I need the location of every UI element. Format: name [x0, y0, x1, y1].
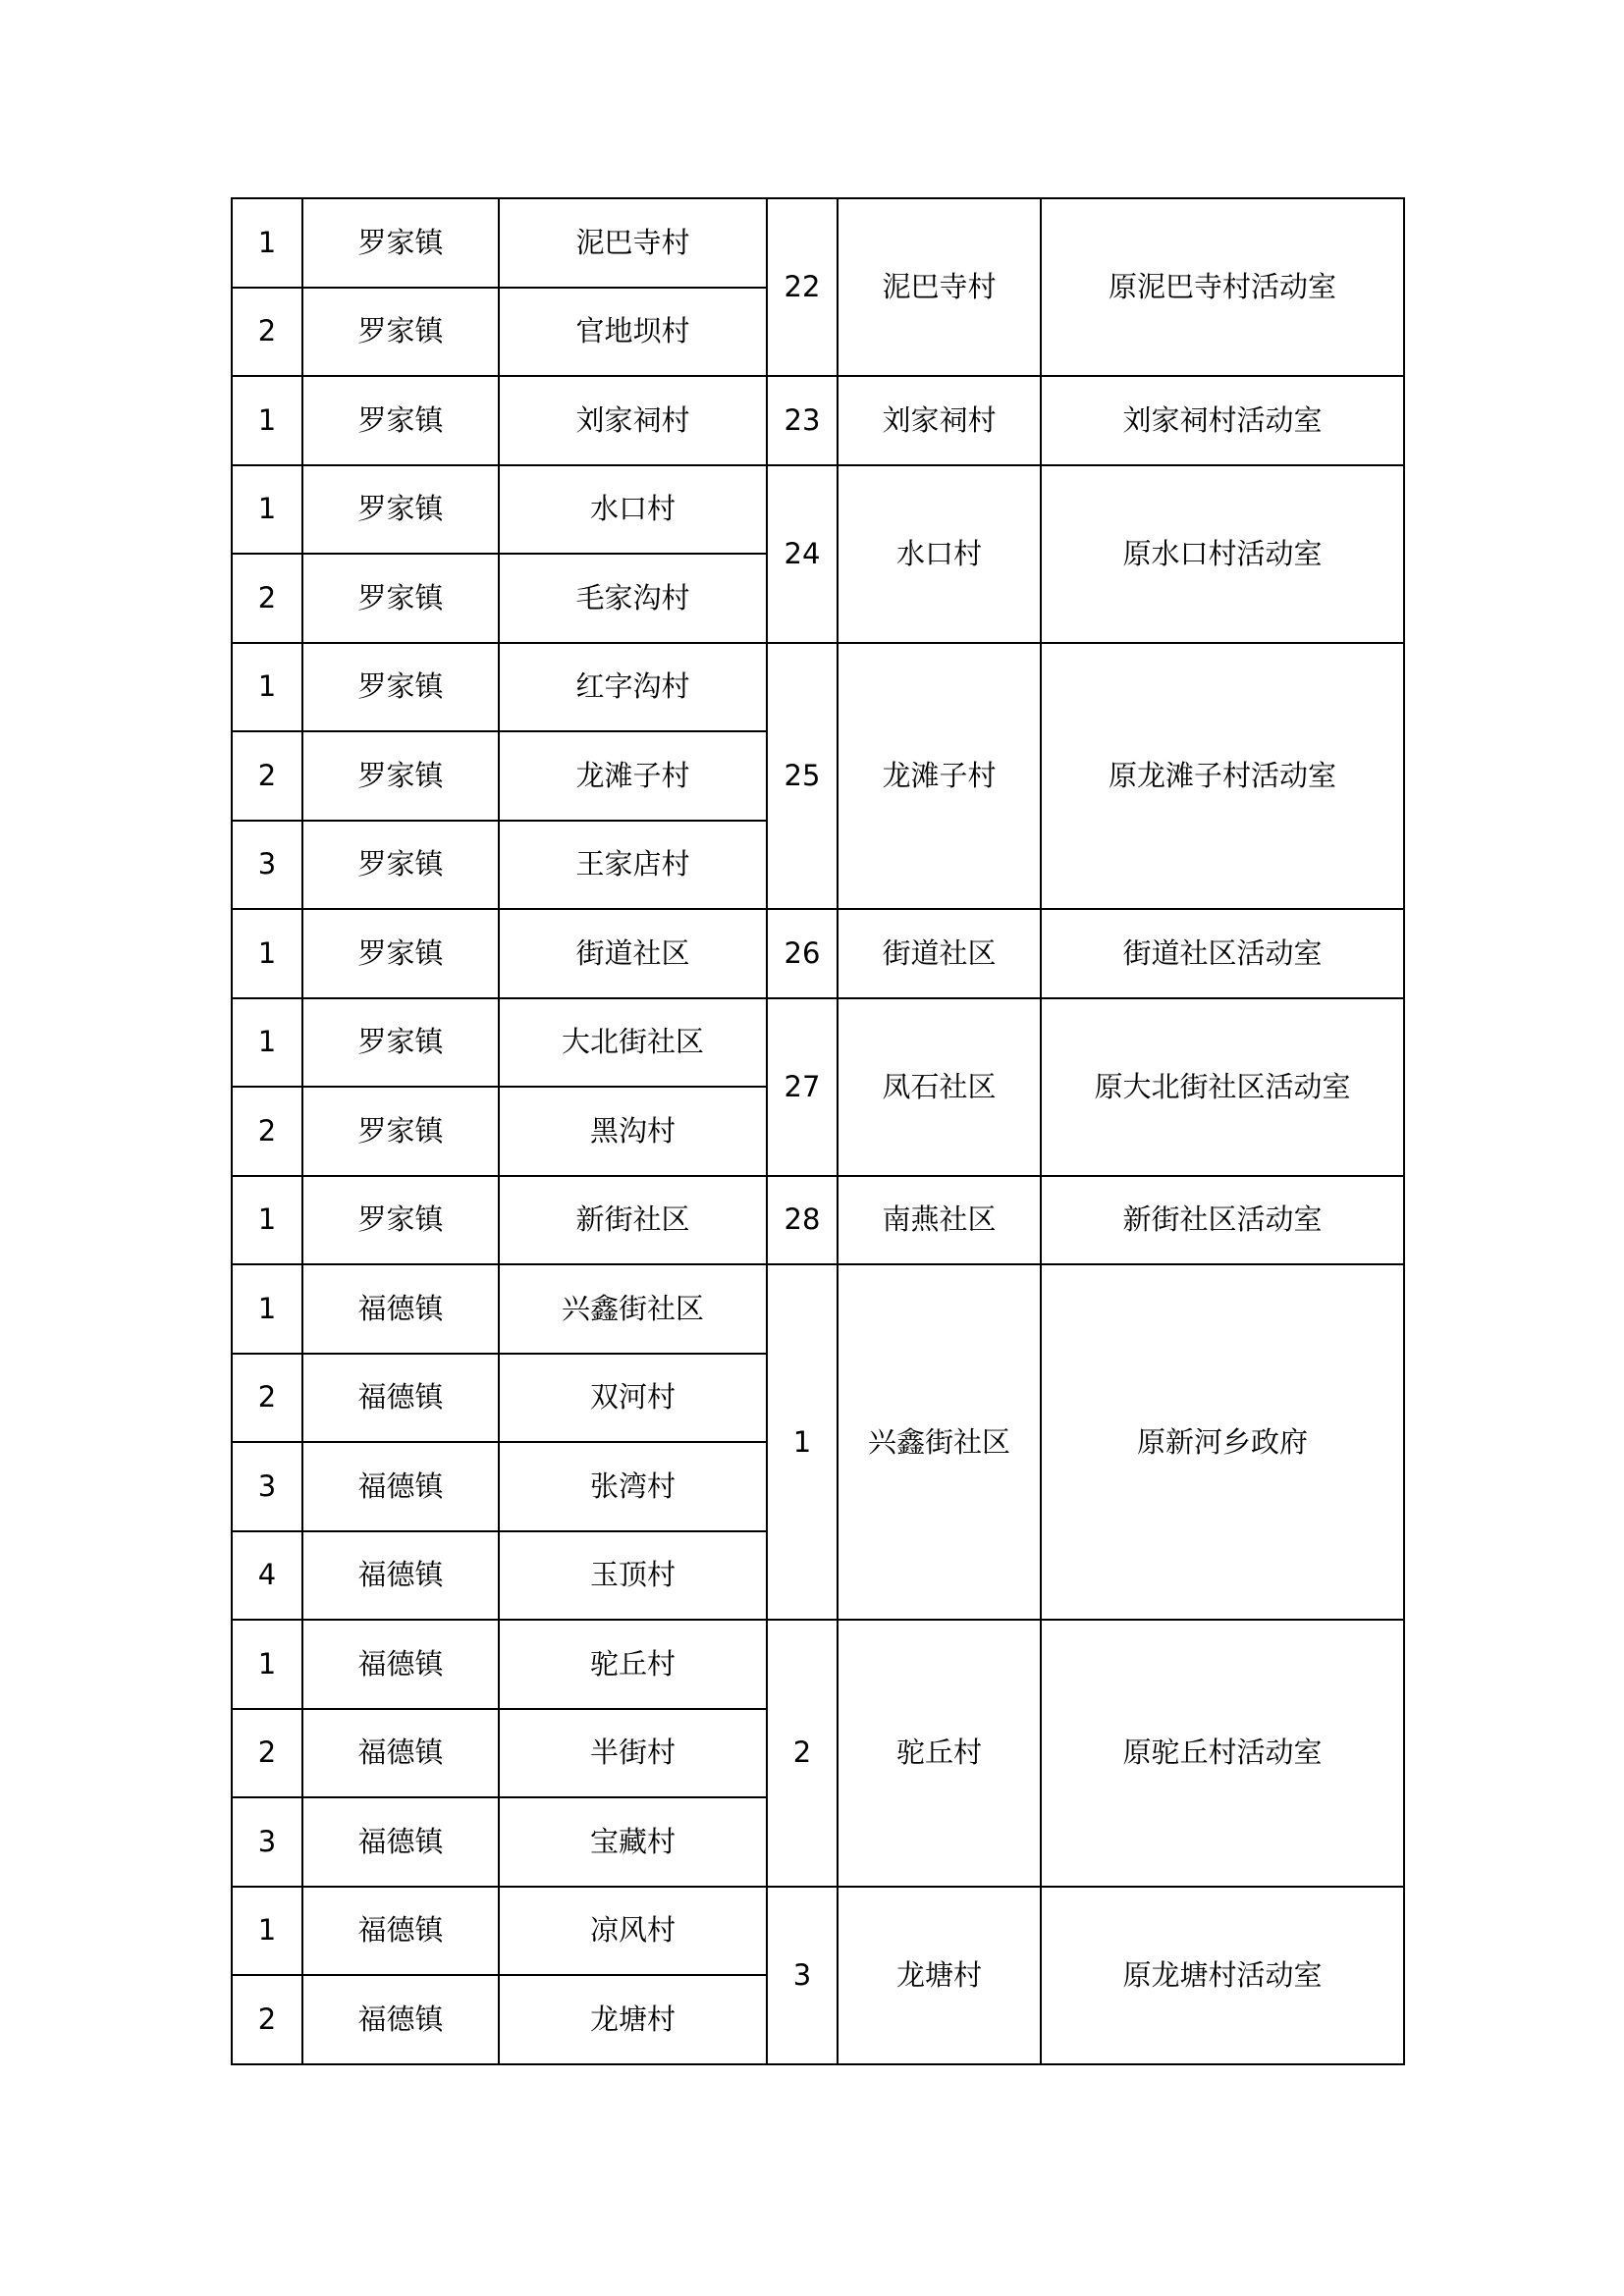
village-cell: 王家店村 — [499, 821, 767, 910]
village-cell: 黑沟村 — [499, 1087, 767, 1176]
location-cell: 原龙塘村活动室 — [1041, 1887, 1404, 2064]
table-row — [232, 376, 1404, 465]
village-cell: 水口村 — [499, 465, 767, 555]
row-number-cell: 1 — [232, 376, 302, 465]
row-number-cell: 1 — [232, 1176, 302, 1265]
merged-name-cell: 龙塘村 — [838, 1887, 1041, 2064]
row-number-cell: 3 — [232, 1442, 302, 1531]
village-cell: 半街村 — [499, 1709, 767, 1798]
merged-number-cell: 22 — [767, 198, 838, 376]
town-cell: 福德镇 — [302, 1442, 499, 1531]
village-cell: 泥巴寺村 — [499, 198, 767, 288]
row-number-cell: 1 — [232, 198, 302, 288]
town-cell: 福德镇 — [302, 1887, 499, 1976]
table-row — [232, 1620, 1404, 1709]
merged-number-cell: 1 — [767, 1264, 838, 1620]
village-cell: 张湾村 — [499, 1442, 767, 1531]
table-body — [232, 198, 1404, 2064]
row-number-cell: 3 — [232, 821, 302, 910]
location-cell: 原泥巴寺村活动室 — [1041, 198, 1404, 376]
location-cell: 原水口村活动室 — [1041, 465, 1404, 643]
village-cell: 凉风村 — [499, 1887, 767, 1976]
row-number-cell: 1 — [232, 1264, 302, 1354]
village-cell: 大北街社区 — [499, 998, 767, 1088]
village-cell: 宝藏村 — [499, 1797, 767, 1887]
village-cell: 新街社区 — [499, 1176, 767, 1265]
merged-name-cell: 泥巴寺村 — [838, 198, 1041, 376]
town-cell: 福德镇 — [302, 1531, 499, 1621]
row-number-cell: 1 — [232, 909, 302, 998]
table-row — [232, 1887, 1404, 1976]
village-merger-table — [231, 197, 1405, 2065]
merged-number-cell: 24 — [767, 465, 838, 643]
town-cell: 罗家镇 — [302, 643, 499, 732]
village-cell: 官地坝村 — [499, 288, 767, 377]
row-number-cell: 1 — [232, 465, 302, 555]
row-number-cell: 2 — [232, 554, 302, 643]
village-cell: 毛家沟村 — [499, 554, 767, 643]
merged-name-cell: 驼丘村 — [838, 1620, 1041, 1887]
village-cell: 龙塘村 — [499, 1975, 767, 2064]
town-cell: 罗家镇 — [302, 731, 499, 821]
location-cell: 原龙滩子村活动室 — [1041, 643, 1404, 910]
town-cell: 福德镇 — [302, 1620, 499, 1709]
location-cell: 原驼丘村活动室 — [1041, 1620, 1404, 1887]
table-row — [232, 465, 1404, 555]
merged-number-cell: 3 — [767, 1887, 838, 2064]
row-number-cell: 1 — [232, 1620, 302, 1709]
merged-number-cell: 2 — [767, 1620, 838, 1887]
town-cell: 罗家镇 — [302, 198, 499, 288]
town-cell: 罗家镇 — [302, 465, 499, 555]
village-cell: 街道社区 — [499, 909, 767, 998]
town-cell: 福德镇 — [302, 1797, 499, 1887]
town-cell: 罗家镇 — [302, 909, 499, 998]
location-cell: 刘家祠村活动室 — [1041, 376, 1404, 465]
table-row — [232, 909, 1404, 998]
location-cell: 原新河乡政府 — [1041, 1264, 1404, 1620]
town-cell: 罗家镇 — [302, 998, 499, 1088]
merged-name-cell: 街道社区 — [838, 909, 1041, 998]
location-cell: 新街社区活动室 — [1041, 1176, 1404, 1265]
row-number-cell: 2 — [232, 1354, 302, 1443]
town-cell: 罗家镇 — [302, 288, 499, 377]
merged-name-cell: 水口村 — [838, 465, 1041, 643]
row-number-cell: 3 — [232, 1797, 302, 1887]
row-number-cell: 1 — [232, 643, 302, 732]
row-number-cell: 1 — [232, 998, 302, 1088]
table-row — [232, 1176, 1404, 1265]
village-cell: 驼丘村 — [499, 1620, 767, 1709]
merged-number-cell: 26 — [767, 909, 838, 998]
merged-number-cell: 27 — [767, 998, 838, 1176]
location-cell: 街道社区活动室 — [1041, 909, 1404, 998]
village-cell: 红字沟村 — [499, 643, 767, 732]
town-cell: 罗家镇 — [302, 1087, 499, 1176]
merged-number-cell: 23 — [767, 376, 838, 465]
row-number-cell: 2 — [232, 1087, 302, 1176]
village-cell: 刘家祠村 — [499, 376, 767, 465]
row-number-cell: 4 — [232, 1531, 302, 1621]
town-cell: 罗家镇 — [302, 1176, 499, 1265]
table-row — [232, 643, 1404, 732]
merged-name-cell: 兴鑫街社区 — [838, 1264, 1041, 1620]
merged-number-cell: 28 — [767, 1176, 838, 1265]
town-cell: 福德镇 — [302, 1354, 499, 1443]
table-row — [232, 1264, 1404, 1354]
village-cell: 龙滩子村 — [499, 731, 767, 821]
merged-name-cell: 刘家祠村 — [838, 376, 1041, 465]
table-row — [232, 198, 1404, 288]
merged-name-cell: 南燕社区 — [838, 1176, 1041, 1265]
merged-name-cell: 龙滩子村 — [838, 643, 1041, 910]
merged-number-cell: 25 — [767, 643, 838, 910]
town-cell: 罗家镇 — [302, 821, 499, 910]
town-cell: 福德镇 — [302, 1709, 499, 1798]
town-cell: 福德镇 — [302, 1264, 499, 1354]
village-cell: 玉顶村 — [499, 1531, 767, 1621]
row-number-cell: 2 — [232, 1975, 302, 2064]
table-row — [232, 998, 1404, 1088]
village-cell: 双河村 — [499, 1354, 767, 1443]
row-number-cell: 2 — [232, 288, 302, 377]
row-number-cell: 1 — [232, 1887, 302, 1976]
row-number-cell: 2 — [232, 1709, 302, 1798]
village-cell: 兴鑫街社区 — [499, 1264, 767, 1354]
town-cell: 罗家镇 — [302, 376, 499, 465]
row-number-cell: 2 — [232, 731, 302, 821]
merged-name-cell: 凤石社区 — [838, 998, 1041, 1176]
town-cell: 罗家镇 — [302, 554, 499, 643]
location-cell: 原大北街社区活动室 — [1041, 998, 1404, 1176]
town-cell: 福德镇 — [302, 1975, 499, 2064]
